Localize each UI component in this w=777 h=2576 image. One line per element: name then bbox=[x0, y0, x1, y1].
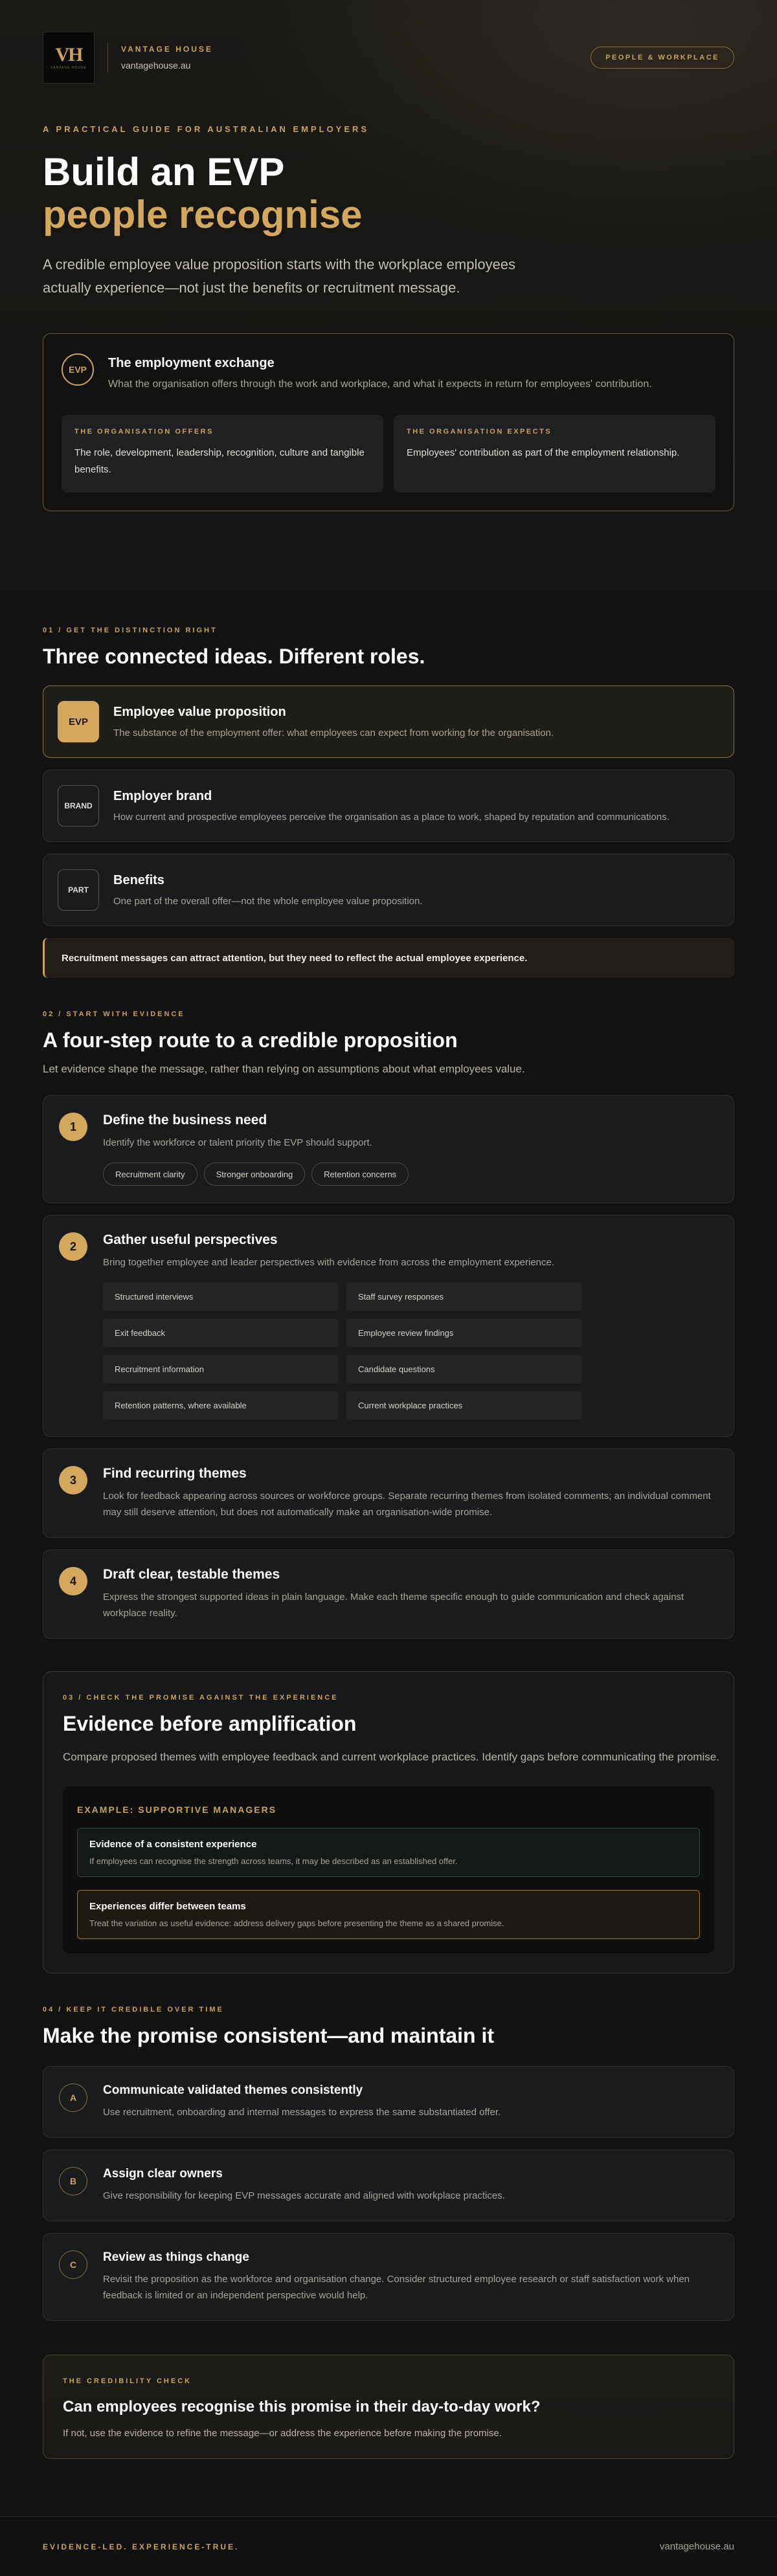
top-bar bbox=[43, 0, 734, 115]
expects-text: Employees' contribution as part of the employment relationship. bbox=[407, 447, 680, 458]
role-title: Employer brand bbox=[113, 789, 212, 803]
tag[interactable]: Stronger onboarding bbox=[204, 1162, 306, 1186]
hero-section bbox=[0, 0, 777, 589]
section-amplification bbox=[43, 1671, 734, 1973]
action-title: Communicate validated themes consistently bbox=[103, 2083, 363, 2097]
step-card bbox=[43, 1215, 734, 1437]
role-card-evp[interactable] bbox=[43, 685, 734, 758]
brand-icon: BRAND bbox=[58, 785, 99, 827]
title-line-2: people recognise bbox=[43, 193, 363, 236]
expects-label: THE ORGANISATION EXPECTS bbox=[407, 428, 552, 436]
differ-box bbox=[77, 1890, 700, 1939]
brand[interactable] bbox=[43, 32, 213, 83]
section-sub: Let evidence shape the message, rather than relying on assumptions about what employees value. bbox=[43, 1063, 525, 1075]
step-title: Gather useful perspectives bbox=[103, 1232, 278, 1247]
footer-link[interactable]: vantagehouse.au bbox=[659, 2541, 734, 2552]
section-title: Evidence before amplification bbox=[63, 1712, 357, 1735]
recruitment-callout: Recruitment messages can attract attention, but they need to reflect the actual employee experience. bbox=[43, 938, 734, 978]
source-item: Employee review findings bbox=[346, 1318, 582, 1347]
credibility-check bbox=[43, 2355, 734, 2459]
source-item: Exit feedback bbox=[103, 1318, 339, 1347]
step-card bbox=[43, 1449, 734, 1538]
section-title: A four-step route to a credible proposition bbox=[43, 1028, 458, 1052]
step-card bbox=[43, 1095, 734, 1203]
expects-panel bbox=[394, 415, 715, 493]
hero-eyebrow: A PRACTICAL GUIDE FOR AUSTRALIAN EMPLOYERS bbox=[43, 124, 370, 134]
role-desc: The substance of the employment offer: what employees can expect from working for the organisation. bbox=[113, 727, 554, 738]
part-icon: PART bbox=[58, 869, 99, 911]
section-eyebrow: 04 / KEEP IT CREDIBLE OVER TIME bbox=[43, 2006, 224, 2014]
source-item: Current workplace practices bbox=[346, 1391, 582, 1419]
step-number: 1 bbox=[59, 1113, 87, 1141]
source-item: Candidate questions bbox=[346, 1355, 582, 1383]
role-card-brand[interactable] bbox=[43, 770, 734, 842]
page-title bbox=[43, 151, 734, 236]
exchange-desc: What the organisation offers through the work and workplace, and what it expects in return for employees' contribution. bbox=[108, 379, 652, 390]
title-line-1: Build an EVP bbox=[43, 150, 285, 194]
section-eyebrow: 03 / CHECK THE PROMISE AGAINST THE EXPERIENCE bbox=[63, 1694, 339, 1702]
category-pill[interactable]: PEOPLE & WORKPLACE bbox=[591, 47, 734, 69]
action-card bbox=[43, 2233, 734, 2321]
source-item: Structured interviews bbox=[103, 1282, 339, 1311]
letter-badge: B bbox=[59, 2167, 87, 2195]
step-desc: Bring together employee and leader perspectives with evidence from across the employment experience. bbox=[103, 1257, 555, 1268]
role-title: Benefits bbox=[113, 873, 164, 887]
action-desc: Revisit the proposition as the workforce and organisation change. Consider structured employee research or staff satisfaction work when feedback is limited or an independent perspective would help. bbox=[103, 2274, 690, 2301]
step-desc: Express the strongest supported ideas in plain language. Make each theme specific enough to guide communication and check against workplace reality. bbox=[103, 1592, 684, 1619]
consistent-box bbox=[77, 1828, 700, 1877]
logo-wordmark: VANTAGE HOUSE bbox=[51, 65, 87, 70]
section-distinction bbox=[0, 589, 777, 978]
step-card bbox=[43, 1549, 734, 1639]
section-eyebrow: 02 / START WITH EVIDENCE bbox=[43, 1010, 185, 1018]
step-desc: Identify the workforce or talent priority the EVP should support. bbox=[103, 1137, 372, 1148]
footer bbox=[0, 2516, 777, 2576]
box-desc: If employees can recognise the strength across teams, it may be described as an established offer. bbox=[89, 1856, 458, 1866]
step-number: 3 bbox=[59, 1466, 87, 1494]
section-evidence bbox=[0, 978, 777, 1639]
source-item: Recruitment information bbox=[103, 1355, 339, 1383]
box-desc: Treat the variation as useful evidence: address delivery gaps before presenting the theme as a shared promise. bbox=[89, 1918, 504, 1928]
section-sub: Compare proposed themes with employee feedback and current workplace practices. Identify gaps before communicating the promise. bbox=[63, 1751, 719, 1763]
step-title: Draft clear, testable themes bbox=[103, 1567, 280, 1582]
step-title: Find recurring themes bbox=[103, 1466, 247, 1481]
hero-lede: A credible employee value proposition starts with the workplace employees actually experience—not just the benefits or recruitment message. bbox=[43, 256, 516, 296]
role-title: Employee value proposition bbox=[113, 705, 286, 719]
final-eyebrow: THE CREDIBILITY CHECK bbox=[63, 2377, 192, 2385]
offers-label: THE ORGANISATION OFFERS bbox=[74, 428, 214, 436]
section-amplification-wrap bbox=[0, 1650, 777, 1973]
box-title: Evidence of a consistent experience bbox=[89, 1839, 257, 1850]
divider bbox=[107, 43, 108, 72]
step-number: 2 bbox=[59, 1232, 87, 1261]
final-desc: If not, use the evidence to refine the message—or address the experience before making the promise. bbox=[63, 2428, 502, 2439]
tag[interactable]: Retention concerns bbox=[311, 1162, 409, 1186]
offers-text: The role, development, leadership, recognition, culture and tangible benefits. bbox=[74, 447, 365, 475]
letter-badge: C bbox=[59, 2250, 87, 2279]
box-title: Experiences differ between teams bbox=[89, 1901, 246, 1912]
exchange-card bbox=[43, 333, 734, 511]
section-maintain bbox=[0, 1973, 777, 2321]
evp-icon: EVP bbox=[58, 701, 99, 742]
action-card bbox=[43, 2066, 734, 2138]
action-desc: Use recruitment, onboarding and internal messages to express the same substantiated offer. bbox=[103, 2107, 501, 2118]
final-wrap bbox=[0, 2333, 777, 2459]
tag[interactable]: Recruitment clarity bbox=[103, 1162, 197, 1186]
footer-tagline: EVIDENCE-LED. EXPERIENCE-TRUE. bbox=[43, 2542, 240, 2551]
step-title: Define the business need bbox=[103, 1113, 267, 1127]
evp-badge: EVP bbox=[62, 353, 94, 386]
action-title: Review as things change bbox=[103, 2250, 249, 2264]
source-item: Retention patterns, where available bbox=[103, 1391, 339, 1419]
offers-panel bbox=[62, 415, 383, 493]
example-label: EXAMPLE: SUPPORTIVE MANAGERS bbox=[77, 1804, 277, 1815]
exchange-title: The employment exchange bbox=[108, 356, 275, 370]
action-card bbox=[43, 2149, 734, 2221]
logo bbox=[43, 32, 95, 83]
role-desc: How current and prospective employees perceive the organisation as a place to work, shaped by reputation and communications. bbox=[113, 812, 670, 823]
action-desc: Give responsibility for keeping EVP messages accurate and aligned with workplace practices. bbox=[103, 2190, 505, 2201]
brand-url: vantagehouse.au bbox=[121, 60, 191, 71]
section-eyebrow: 01 / GET THE DISTINCTION RIGHT bbox=[43, 627, 218, 634]
letter-badge: A bbox=[59, 2083, 87, 2112]
section-title: Make the promise consistent—and maintain it bbox=[43, 2024, 495, 2047]
step-number: 4 bbox=[59, 1567, 87, 1595]
role-card-benefits[interactable] bbox=[43, 854, 734, 926]
logo-mark: VH bbox=[55, 43, 82, 65]
step-desc: Look for feedback appearing across sources or workforce groups. Separate recurring themes from isolated comments; an individual comment may still deserve attention, but does not automatically make an organisation-wide promise. bbox=[103, 1491, 711, 1518]
brand-name: VANTAGE HOUSE bbox=[121, 45, 213, 54]
tag-list bbox=[103, 1162, 718, 1186]
example-panel bbox=[63, 1786, 714, 1953]
action-title: Assign clear owners bbox=[103, 2167, 223, 2181]
final-question: Can employees recognise this promise in their day-to-day work? bbox=[63, 2398, 541, 2415]
section-title: Three connected ideas. Different roles. bbox=[43, 645, 425, 668]
source-item: Staff survey responses bbox=[346, 1282, 582, 1311]
role-desc: One part of the overall offer—not the whole employee value proposition. bbox=[113, 896, 423, 907]
source-grid bbox=[103, 1282, 582, 1419]
